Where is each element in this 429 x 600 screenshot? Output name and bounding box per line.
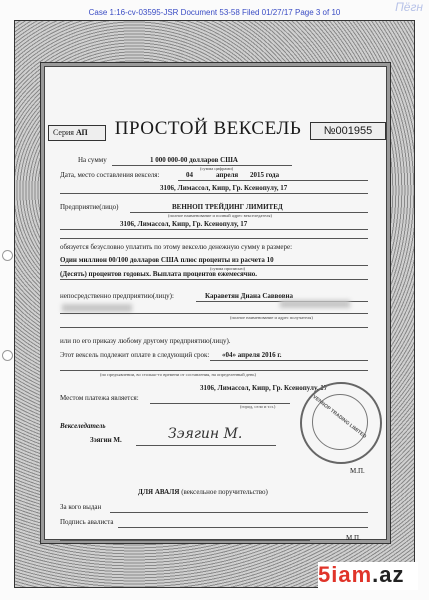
series-value: АП — [75, 128, 88, 137]
case-header: Case 1:16-cv-03595-JSR Document 53-58 Filed 01/27/17 Page 3 of 10 — [88, 8, 341, 17]
obligation-line2-rule — [60, 279, 368, 280]
aval-signature-line — [118, 527, 368, 528]
place-label: Местом платежа является: — [60, 394, 139, 402]
drawer-label: Предприятие(лицо) — [60, 203, 119, 211]
date-month: апреля — [216, 171, 239, 179]
aval-for-whom: За кого выдан — [60, 503, 102, 511]
signer-line — [136, 445, 276, 446]
page-title: ПРОСТОЙ ВЕКСЕЛЬ — [114, 118, 302, 139]
signer-name: Зэягин М. — [90, 436, 122, 444]
stamp-text: VENNOP TRADING LIMITED — [311, 394, 368, 440]
place-value: 3106, Лимассол, Кипр, Гр. Ксенопулу, 17 — [200, 384, 328, 392]
redacted-text — [62, 304, 132, 312]
date-year: 2015 года — [250, 171, 280, 179]
drawer-address-line — [60, 229, 368, 230]
redacted-text — [280, 300, 350, 308]
handwritten-signature: Зэягин М. — [168, 426, 243, 442]
punch-hole — [2, 350, 13, 361]
logo-main: 5iam — [318, 562, 373, 587]
amount-value: 1 000 000-00 долларов США — [150, 156, 238, 164]
drawer-name: ВЕННОП ТРЕЙДИНГ ЛИМИТЕД — [172, 203, 283, 211]
series-box — [48, 125, 106, 141]
amount-label: На сумму — [78, 156, 107, 164]
amount-caption: (сумма цифрами) — [200, 166, 234, 171]
payee-address-line — [60, 313, 368, 314]
aval-for-whom-line — [110, 512, 368, 513]
date-place-line — [60, 193, 368, 194]
date-place: 3106, Лимассол, Кипр, Гр. Ксенопулу, 17 — [160, 184, 288, 192]
date-line — [178, 180, 368, 181]
payee-caption: (полное наименование и адрес получателя) — [230, 315, 313, 320]
payee-label: непосредственно предприятию(лицу): — [60, 292, 174, 300]
drawer-caption: (полное наименование и полный адрес векселедателя) — [168, 213, 272, 218]
note-number: №001955 — [310, 122, 386, 140]
signer-label: Векселедатель — [60, 422, 106, 430]
aval-signature-label: Подпись авалиста — [60, 518, 114, 526]
obligation-text: обязуется безусловно уплатить по этому векселю денежную сумму в размере: — [60, 243, 293, 251]
term-line — [210, 360, 368, 361]
company-stamp — [300, 382, 382, 464]
aval-title-row — [138, 488, 268, 496]
corner-handwriting: Пёгн — [395, 0, 423, 14]
logo-domain: .az — [372, 562, 405, 587]
order-text: или по его приказу любому другому предприятию(лицу). — [60, 337, 231, 345]
date-day: 04 — [186, 171, 193, 179]
obligation-line2: (Десять) процентов годовых. Выплата процентов ежемесячно. — [60, 270, 258, 278]
payee-name: Караветян Диана Саввовна — [205, 292, 294, 300]
place-caption: (город, село и т.п.) — [240, 404, 276, 409]
blank-line — [60, 327, 368, 328]
title-band — [38, 118, 391, 144]
term-caption: (по предъявлении, во столько-то времени от составления, на определенный день) — [100, 372, 256, 377]
blank-line — [60, 238, 368, 239]
punch-hole — [2, 250, 13, 261]
obligation-line1: Один миллион 00/100 долларов США плюс проценты из расчета 10 — [60, 256, 274, 264]
term-blank-line — [60, 370, 368, 371]
obligation-caption: (сумма прописью) — [210, 266, 246, 271]
aval-mp: М.П. — [346, 534, 361, 542]
aval-blank-line — [60, 540, 310, 541]
stamp-mp: М.П. — [350, 467, 365, 475]
date-label: Дата, место составления векселя: — [60, 171, 160, 179]
series-label: Серия — [53, 128, 74, 137]
site-logo — [318, 562, 418, 590]
drawer-address: 3106, Лимассол, Кипр, Гр. Ксенопулу, 17 — [120, 220, 248, 228]
term-value: «04» апреля 2016 г. — [222, 351, 282, 359]
aval-title: ДЛЯ АВАЛЯ — [138, 488, 180, 496]
term-label: Этот вексель подлежит оплате в следующий срок: — [60, 351, 210, 359]
aval-subtitle: (вексельное поручительство) — [181, 488, 268, 496]
